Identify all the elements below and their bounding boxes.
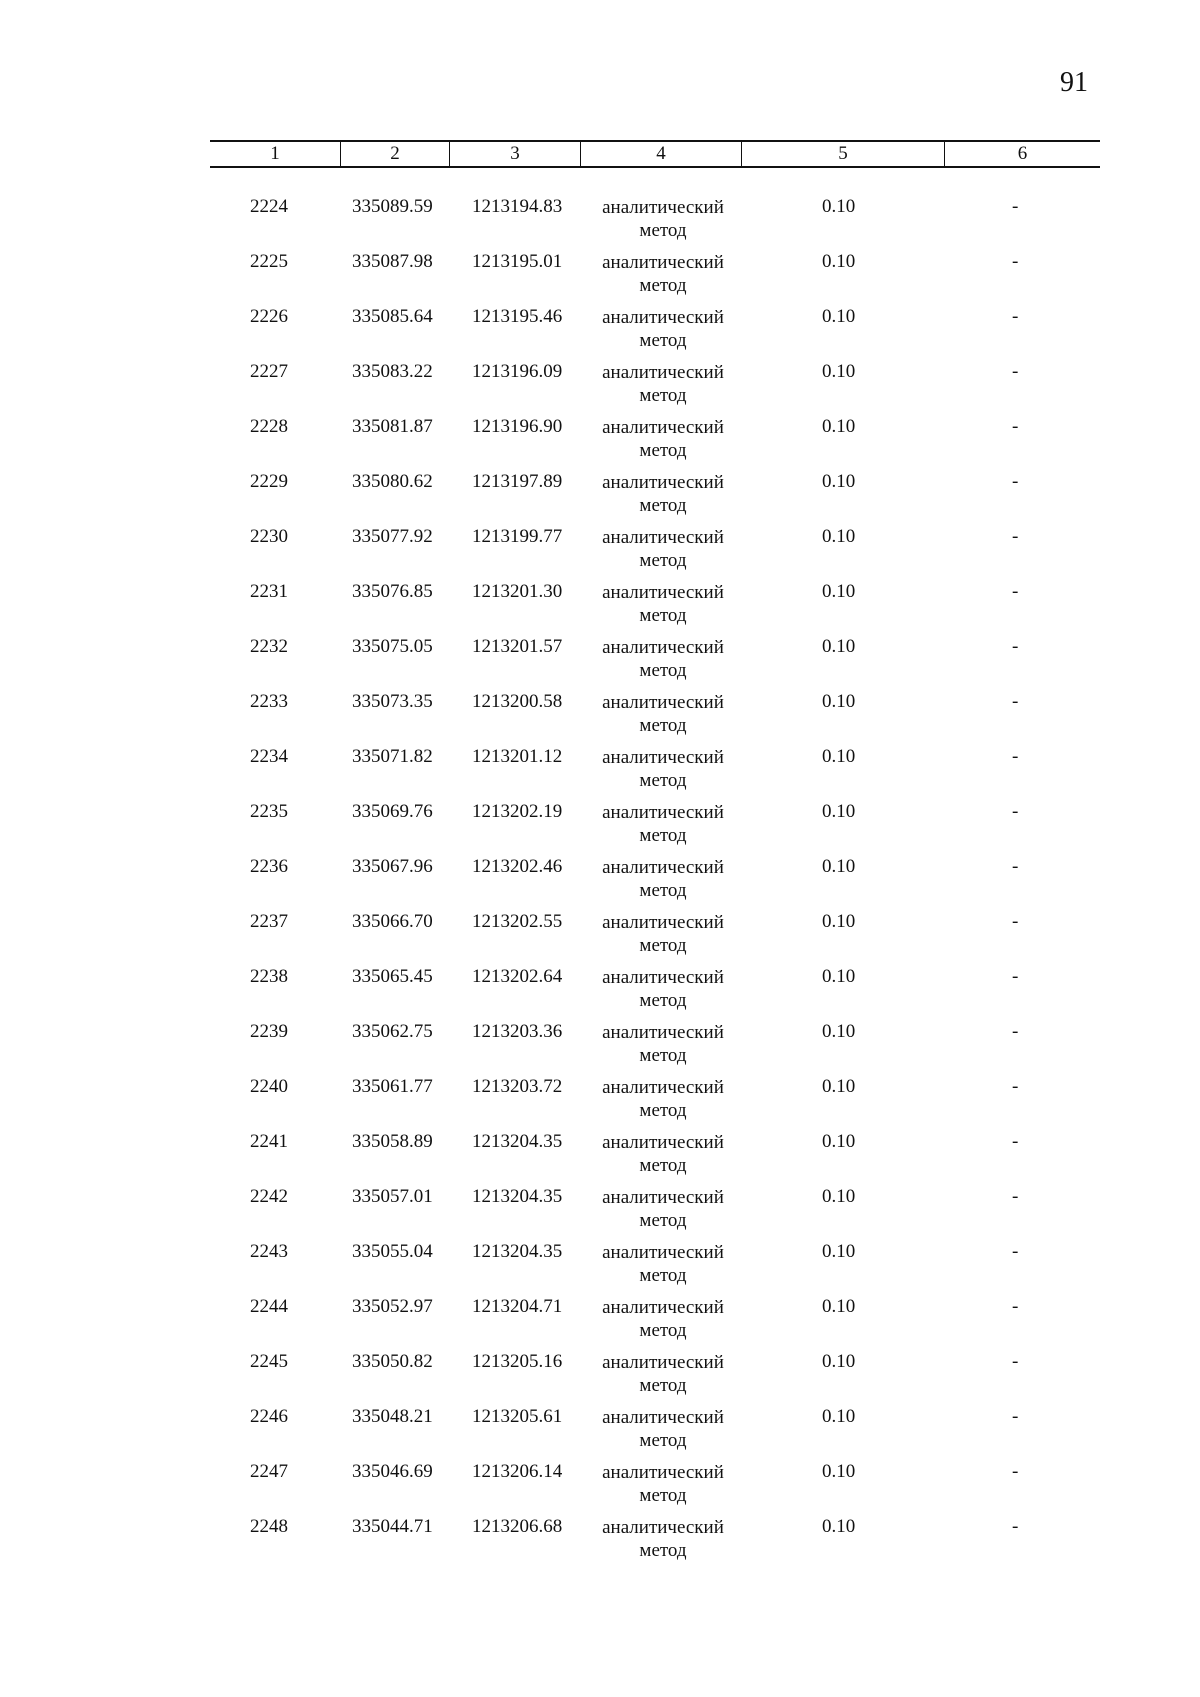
note: - (1012, 691, 1019, 712)
method-line-1: аналитический (602, 527, 724, 548)
note: - (1012, 1131, 1019, 1152)
coord-x: 335075.05 (352, 636, 433, 657)
method-cell (588, 911, 738, 957)
method-line-2: метод (639, 330, 687, 351)
coord-y: 1213206.14 (472, 1461, 563, 1482)
method-line-2: метод (639, 1265, 687, 1286)
coord-x: 335046.69 (352, 1461, 433, 1482)
method-cell (588, 746, 738, 792)
method-cell (588, 636, 738, 682)
method-line-1: аналитический (602, 252, 724, 273)
coord-y: 1213196.90 (472, 416, 563, 437)
method-line-1: аналитический (602, 362, 724, 383)
method-line-1: аналитический (602, 692, 724, 713)
note: - (1012, 911, 1019, 932)
accuracy: 0.10 (822, 361, 856, 382)
coord-x: 335081.87 (352, 416, 433, 437)
method-cell (588, 471, 738, 517)
coord-x: 335050.82 (352, 1351, 433, 1372)
method-line-2: метод (639, 825, 687, 846)
coord-x: 335089.59 (352, 196, 433, 217)
table-row (210, 1406, 1100, 1461)
table-header (210, 140, 1100, 168)
point-number: 2225 (250, 251, 288, 272)
header-col-3: 3 (510, 143, 520, 164)
accuracy: 0.10 (822, 196, 856, 217)
coord-x: 335048.21 (352, 1406, 433, 1427)
coord-y: 1213201.30 (472, 581, 563, 602)
method-line-1: аналитический (602, 197, 724, 218)
table-row (210, 1461, 1100, 1516)
table-row (210, 1021, 1100, 1076)
point-number: 2242 (250, 1186, 288, 1207)
note: - (1012, 1021, 1019, 1042)
method-cell (588, 1516, 738, 1562)
method-cell (588, 361, 738, 407)
accuracy: 0.10 (822, 471, 856, 492)
table-row (210, 636, 1100, 691)
method-line-2: метод (639, 1155, 687, 1176)
coord-y: 1213204.71 (472, 1296, 563, 1317)
note: - (1012, 1076, 1019, 1097)
accuracy: 0.10 (822, 966, 856, 987)
coord-y: 1213194.83 (472, 196, 563, 217)
method-cell (588, 966, 738, 1012)
method-line-2: метод (639, 1210, 687, 1231)
method-cell (588, 856, 738, 902)
point-number: 2224 (250, 196, 288, 217)
coord-x: 335044.71 (352, 1516, 433, 1537)
method-line-1: аналитический (602, 967, 724, 988)
table-row (210, 251, 1100, 306)
method-cell (588, 801, 738, 847)
point-number: 2232 (250, 636, 288, 657)
method-line-2: метод (639, 385, 687, 406)
table-row (210, 856, 1100, 911)
note: - (1012, 1296, 1019, 1317)
point-number: 2230 (250, 526, 288, 547)
method-line-2: метод (639, 770, 687, 791)
coord-y: 1213197.89 (472, 471, 563, 492)
table-row (210, 911, 1100, 966)
method-line-1: аналитический (602, 912, 724, 933)
method-line-1: аналитический (602, 802, 724, 823)
note: - (1012, 251, 1019, 272)
table-row (210, 306, 1100, 361)
method-line-1: аналитический (602, 1352, 724, 1373)
method-line-2: метод (639, 990, 687, 1011)
coord-y: 1213203.36 (472, 1021, 563, 1042)
note: - (1012, 746, 1019, 767)
note: - (1012, 581, 1019, 602)
note: - (1012, 1461, 1019, 1482)
method-line-1: аналитический (602, 1517, 724, 1538)
note: - (1012, 1516, 1019, 1537)
point-number: 2247 (250, 1461, 288, 1482)
note: - (1012, 856, 1019, 877)
accuracy: 0.10 (822, 1516, 856, 1537)
point-number: 2245 (250, 1351, 288, 1372)
accuracy: 0.10 (822, 856, 856, 877)
method-cell (588, 416, 738, 462)
note: - (1012, 1406, 1019, 1427)
method-line-1: аналитический (602, 1187, 724, 1208)
coord-x: 335076.85 (352, 581, 433, 602)
note: - (1012, 361, 1019, 382)
header-col-4: 4 (656, 143, 666, 164)
point-number: 2248 (250, 1516, 288, 1537)
accuracy: 0.10 (822, 581, 856, 602)
table-row (210, 196, 1100, 251)
accuracy: 0.10 (822, 911, 856, 932)
method-cell (588, 526, 738, 572)
table-row (210, 526, 1100, 581)
table-body (210, 196, 1100, 1571)
method-cell (588, 1131, 738, 1177)
table-row (210, 1296, 1100, 1351)
method-line-2: метод (639, 1430, 687, 1451)
accuracy: 0.10 (822, 251, 856, 272)
note: - (1012, 1241, 1019, 1262)
accuracy: 0.10 (822, 1406, 856, 1427)
coord-y: 1213201.12 (472, 746, 563, 767)
coordinates-table (210, 140, 1100, 1571)
coord-y: 1213205.61 (472, 1406, 563, 1427)
accuracy: 0.10 (822, 691, 856, 712)
method-cell (588, 196, 738, 242)
point-number: 2241 (250, 1131, 288, 1152)
point-number: 2228 (250, 416, 288, 437)
point-number: 2227 (250, 361, 288, 382)
table-row (210, 1131, 1100, 1186)
coord-x: 335085.64 (352, 306, 433, 327)
coord-y: 1213202.64 (472, 966, 563, 987)
method-line-2: метод (639, 1100, 687, 1121)
method-cell (588, 251, 738, 297)
method-line-1: аналитический (602, 1077, 724, 1098)
table-row (210, 581, 1100, 636)
coord-x: 335055.04 (352, 1241, 433, 1262)
coord-y: 1213205.16 (472, 1351, 563, 1372)
method-line-1: аналитический (602, 582, 724, 603)
note: - (1012, 966, 1019, 987)
header-col-5: 5 (838, 143, 848, 164)
coord-y: 1213201.57 (472, 636, 563, 657)
table-row (210, 361, 1100, 416)
table-row (210, 1076, 1100, 1131)
accuracy: 0.10 (822, 526, 856, 547)
point-number: 2226 (250, 306, 288, 327)
coord-x: 335077.92 (352, 526, 433, 547)
accuracy: 0.10 (822, 1241, 856, 1262)
method-cell (588, 1461, 738, 1507)
coord-x: 335071.82 (352, 746, 433, 767)
method-line-2: метод (639, 1320, 687, 1341)
note: - (1012, 801, 1019, 822)
coord-y: 1213202.19 (472, 801, 563, 822)
method-line-2: метод (639, 935, 687, 956)
note: - (1012, 1186, 1019, 1207)
table-row (210, 966, 1100, 1021)
coord-x: 335062.75 (352, 1021, 433, 1042)
method-cell (588, 1021, 738, 1067)
point-number: 2233 (250, 691, 288, 712)
table-row (210, 1186, 1100, 1241)
method-line-1: аналитический (602, 1132, 724, 1153)
coord-x: 335069.76 (352, 801, 433, 822)
method-line-1: аналитический (602, 857, 724, 878)
method-line-1: аналитический (602, 747, 724, 768)
coord-y: 1213195.01 (472, 251, 563, 272)
method-line-2: метод (639, 495, 687, 516)
accuracy: 0.10 (822, 1296, 856, 1317)
coord-x: 335080.62 (352, 471, 433, 492)
accuracy: 0.10 (822, 416, 856, 437)
coord-y: 1213199.77 (472, 526, 563, 547)
table-row (210, 1241, 1100, 1296)
table-row (210, 691, 1100, 746)
method-cell (588, 1296, 738, 1342)
method-line-2: метод (639, 605, 687, 626)
coord-x: 335052.97 (352, 1296, 433, 1317)
point-number: 2237 (250, 911, 288, 932)
point-number: 2244 (250, 1296, 288, 1317)
point-number: 2234 (250, 746, 288, 767)
accuracy: 0.10 (822, 1021, 856, 1042)
table-row (210, 1516, 1100, 1571)
header-col-2: 2 (390, 143, 400, 164)
note: - (1012, 416, 1019, 437)
method-cell (588, 1076, 738, 1122)
coord-x: 335066.70 (352, 911, 433, 932)
point-number: 2229 (250, 471, 288, 492)
method-line-1: аналитический (602, 307, 724, 328)
note: - (1012, 526, 1019, 547)
note: - (1012, 196, 1019, 217)
method-line-2: метод (639, 1540, 687, 1561)
method-line-2: метод (639, 440, 687, 461)
method-cell (588, 1241, 738, 1287)
coord-y: 1213203.72 (472, 1076, 563, 1097)
coord-x: 335061.77 (352, 1076, 433, 1097)
accuracy: 0.10 (822, 746, 856, 767)
method-cell (588, 1186, 738, 1232)
method-line-2: метод (639, 550, 687, 571)
accuracy: 0.10 (822, 1076, 856, 1097)
point-number: 2236 (250, 856, 288, 877)
coord-y: 1213202.55 (472, 911, 563, 932)
point-number: 2231 (250, 581, 288, 602)
method-line-1: аналитический (602, 1462, 724, 1483)
method-line-2: метод (639, 275, 687, 296)
point-number: 2240 (250, 1076, 288, 1097)
method-cell (588, 691, 738, 737)
header-col-6: 6 (1017, 143, 1028, 164)
accuracy: 0.10 (822, 801, 856, 822)
coord-y: 1213195.46 (472, 306, 563, 327)
coord-x: 335057.01 (352, 1186, 433, 1207)
method-cell (588, 1351, 738, 1397)
method-line-1: аналитический (602, 1407, 724, 1428)
method-line-1: аналитический (602, 637, 724, 658)
accuracy: 0.10 (822, 1131, 856, 1152)
coord-x: 335058.89 (352, 1131, 433, 1152)
point-number: 2238 (250, 966, 288, 987)
note: - (1012, 1351, 1019, 1372)
coord-y: 1213196.09 (472, 361, 563, 382)
coord-y: 1213204.35 (472, 1241, 563, 1262)
coord-x: 335087.98 (352, 251, 433, 272)
method-line-2: метод (639, 1485, 687, 1506)
method-line-2: метод (639, 1045, 687, 1066)
method-line-1: аналитический (602, 1022, 724, 1043)
coord-y: 1213202.46 (472, 856, 563, 877)
note: - (1012, 471, 1019, 492)
table-row (210, 471, 1100, 526)
method-line-2: метод (639, 220, 687, 241)
coord-x: 335065.45 (352, 966, 433, 987)
point-number: 2239 (250, 1021, 288, 1042)
coord-y: 1213204.35 (472, 1186, 563, 1207)
method-cell (588, 306, 738, 352)
note: - (1012, 636, 1019, 657)
method-line-1: аналитический (602, 1297, 724, 1318)
page-number: 91 (1060, 67, 1088, 98)
point-number: 2243 (250, 1241, 288, 1262)
accuracy: 0.10 (822, 636, 856, 657)
coord-x: 335073.35 (352, 691, 433, 712)
accuracy: 0.10 (822, 1351, 856, 1372)
header-col-1: 1 (270, 143, 280, 164)
accuracy: 0.10 (822, 1461, 856, 1482)
coord-x: 335083.22 (352, 361, 433, 382)
table-row (210, 1351, 1100, 1406)
method-line-1: аналитический (602, 1242, 724, 1263)
coord-y: 1213206.68 (472, 1516, 563, 1537)
coord-y: 1213200.58 (472, 691, 563, 712)
table-row (210, 416, 1100, 471)
point-number: 2246 (250, 1406, 288, 1427)
method-line-2: метод (639, 880, 687, 901)
method-line-1: аналитический (602, 417, 724, 438)
table-row (210, 746, 1100, 801)
method-line-2: метод (639, 715, 687, 736)
note: - (1012, 306, 1019, 327)
method-cell (588, 581, 738, 627)
point-number: 2235 (250, 801, 288, 822)
accuracy: 0.10 (822, 1186, 856, 1207)
accuracy: 0.10 (822, 306, 856, 327)
method-line-1: аналитический (602, 472, 724, 493)
table-row (210, 801, 1100, 856)
coord-x: 335067.96 (352, 856, 433, 877)
method-line-2: метод (639, 660, 687, 681)
method-line-2: метод (639, 1375, 687, 1396)
coord-y: 1213204.35 (472, 1131, 563, 1152)
method-cell (588, 1406, 738, 1452)
